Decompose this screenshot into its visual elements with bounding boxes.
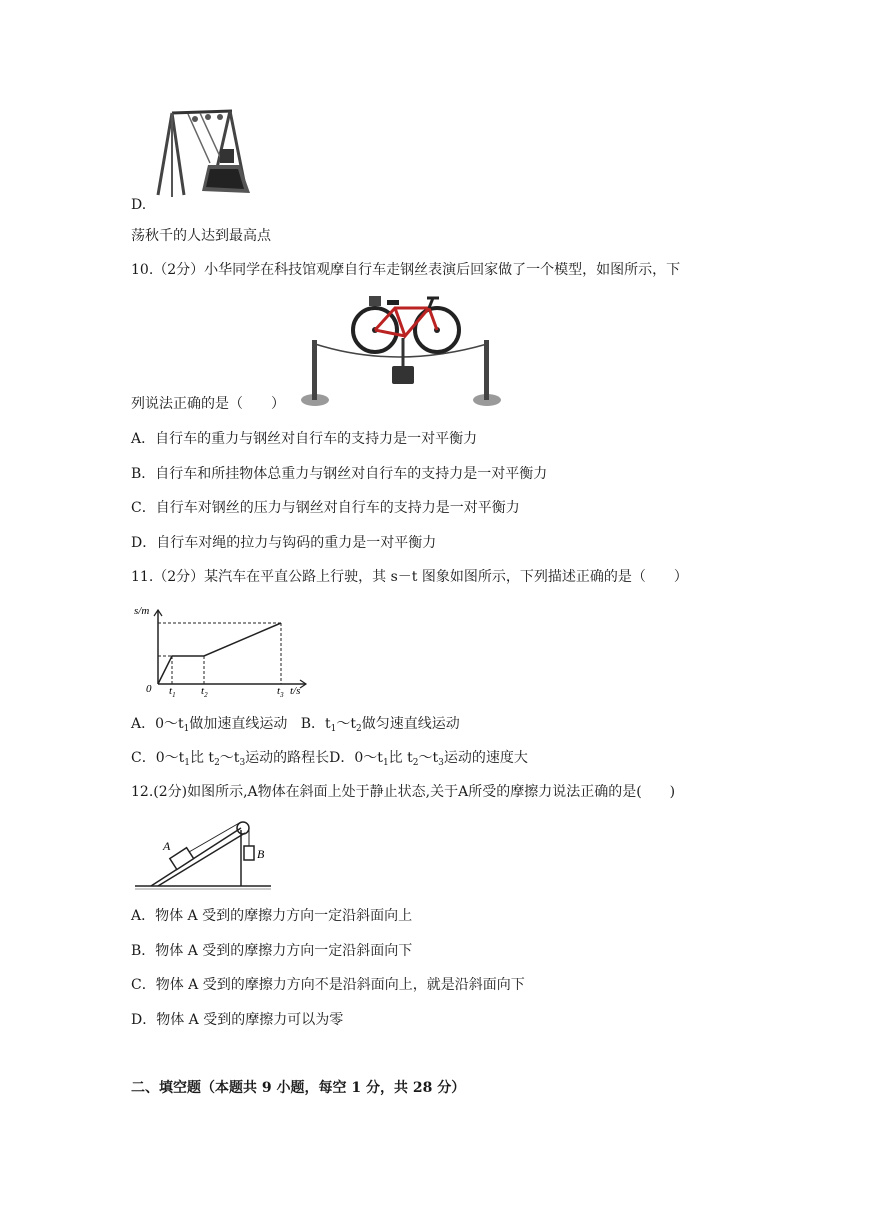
section2-heading: 二、填空题（本题共 9 小题，每空 1 分，共 28 分） [131, 1080, 466, 1096]
incline-figure [133, 814, 273, 892]
q11-option-c: C．$0\sim t_1$比 $t_2\sim t_3$运动的路程长 [131, 750, 330, 768]
q11-options-ab [131, 714, 460, 739]
q11-stem: 11.（2分）某汽车在平直公路上行驶，其 s－t 图象如图所示，下列描述正确的是（ ） [131, 569, 688, 585]
graph-y-axis-label: s/m [134, 605, 150, 617]
swing-photo [150, 105, 260, 200]
q11-option-a: A．$0\sim t_1$做加速直线运动 [131, 716, 288, 734]
q12-stem: 12.(2分)如图所示,A物体在斜面上处于静止状态,关于A所受的摩擦力说法正确的是( ) [131, 784, 676, 800]
graph-tick-t2: $t_2$ [201, 685, 208, 699]
q11-options-cd [131, 748, 528, 773]
q10-option-d: D．自行车对绳的拉力与钩码的重力是一对平衡力 [131, 535, 437, 551]
q10-option-c: C．自行车对钢丝的压力与钢丝对自行车的支持力是一对平衡力 [131, 500, 520, 516]
q12-option-b: B．物体 A 受到的摩擦力方向一定沿斜面向下 [131, 943, 413, 959]
q10-option-a: A．自行车的重力与钢丝对自行车的支持力是一对平衡力 [131, 431, 478, 447]
graph-x-axis-label: t/s [290, 685, 301, 697]
q12-option-a: A．物体 A 受到的摩擦力方向一定沿斜面向上 [131, 908, 413, 924]
q12-option-c: C．物体 A 受到的摩擦力方向不是沿斜面向上，就是沿斜面向下 [131, 977, 525, 993]
s-t-graph [134, 600, 318, 700]
graph-tick-t3: $t_3$ [277, 685, 284, 699]
graph-origin-label: 0 [146, 683, 152, 695]
q10-stem-line2: 列说法正确的是（ ） [131, 396, 285, 412]
q12-option-d: D．物体 A 受到的摩擦力可以为零 [131, 1012, 344, 1028]
graph-tick-t1: $t_1$ [169, 685, 176, 699]
label-b: B [257, 847, 265, 861]
q10-stem-line1: 10.（2分）小华同学在科技馆观摩自行车走钢丝表演后回家做了一个模型，如图所示，下 [131, 262, 681, 278]
q9-option-d-text: 荡秋千的人达到最高点 [131, 228, 271, 244]
bicycle-wire-figure [297, 292, 517, 410]
q10-option-b: B．自行车和所挂物体总重力与钢丝对自行车的支持力是一对平衡力 [131, 466, 548, 482]
q9-option-d-label: D. [131, 197, 147, 213]
q11-option-b: B．$t_1\sim t_2$做匀速直线运动 [300, 716, 460, 734]
label-a: A [163, 839, 171, 853]
q11-option-d: D．$0\sim t_1$比 $t_2\sim t_3$运动的速度大 [329, 750, 528, 768]
